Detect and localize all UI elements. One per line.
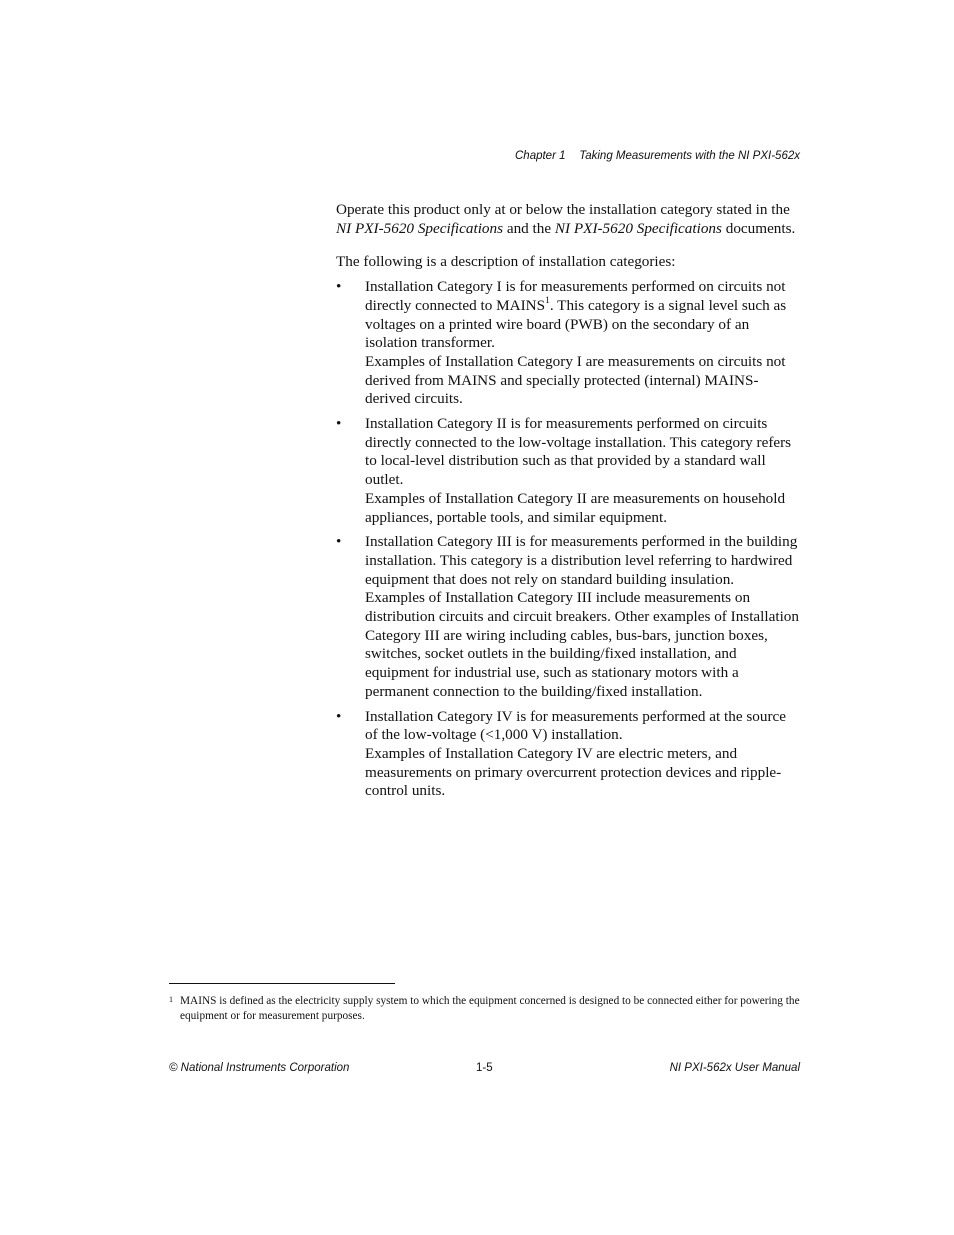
footer-manual-title: NI PXI-562x User Manual	[669, 1062, 800, 1074]
category-examples: Examples of Installation Category II are measurements on household appliances, portable tools, and similar equipment.	[365, 489, 786, 526]
intro-text-1: Operate this product only at or below the installation category stated in the	[336, 201, 790, 218]
category-examples: Examples of Installation Category IV are electric meters, and measurements on primary overcurrent protection devices and ripple-control units.	[365, 744, 782, 800]
page-number: 1-5	[476, 1062, 493, 1074]
footnote-divider	[169, 983, 395, 984]
bullet-icon: •	[336, 278, 342, 296]
header-chapter: Chapter 1	[515, 150, 566, 162]
footnote-mark: 1	[169, 995, 173, 1004]
category-description: Installation Category III is for measurements performed in the building installation. This category is a distribution level referring to hardwired equipment that does not rely on standard building insulation.	[365, 533, 798, 588]
category-item-1	[336, 278, 800, 409]
footer-copyright: © National Instruments Corporation	[169, 1062, 350, 1074]
category-examples: Examples of Installation Category III include measurements on distribution circuits and circuit breakers. Other examples of Installation Category III are wiring including cables, bus-bars, junction boxes, switches, socket outlets in the building/fixed installation, and equipment for industrial use, such as stationary motors with a permanent connection to the building/fixed installation.	[365, 589, 799, 700]
category-description: Installation Category IV is for measurements performed at the source of the low-voltage (<1,000 V) installation.	[365, 707, 787, 744]
category-description-text: . This category is a signal level such as voltages on a printed wire board (PWB) on the secondary of an isolation transformer.	[365, 296, 787, 352]
bullet-icon: •	[336, 533, 342, 551]
installation-category-list	[336, 278, 800, 801]
footnote	[169, 994, 800, 1024]
page-footer	[169, 1062, 800, 1078]
category-examples: Examples of Installation Category I are measurements on circuits not derived from MAINS and specially protected (internal) MAINS-derived circuits.	[365, 352, 786, 408]
header-title: Taking Measurements with the NI PXI-562x	[579, 150, 800, 162]
bullet-icon: •	[336, 707, 342, 725]
footnote-text: MAINS is defined as the electricity supply system to which the equipment concerned is designed to be connected either for powering the equipment or for measurement purposes.	[180, 995, 800, 1022]
category-item-3	[336, 533, 800, 701]
intro-doc-title-1: NI PXI-5620 Specifications	[336, 219, 504, 237]
intro-doc-title-2: NI PXI-5620 Specifications	[554, 219, 722, 237]
category-description	[365, 278, 800, 353]
category-description: Installation Category II is for measurements performed on circuits directly connected to the low-voltage installation. This category refers to local-level distribution such as that provided by a standard wall outlet.	[365, 415, 792, 489]
category-item-4	[336, 708, 800, 802]
bullet-icon: •	[336, 415, 342, 433]
intro-text-3: documents.	[721, 219, 796, 237]
category-item-2	[336, 415, 800, 527]
lead-paragraph: The following is a description of installation categories:	[336, 253, 676, 271]
intro-paragraph	[336, 201, 800, 238]
category-description-text: Installation Category I is for measurements performed on circuits not directly connected to MAINS	[365, 278, 786, 314]
running-header	[0, 150, 800, 166]
footnote-reference: 1	[545, 295, 550, 306]
intro-text-2: and the	[503, 219, 555, 237]
body-text	[336, 201, 800, 807]
